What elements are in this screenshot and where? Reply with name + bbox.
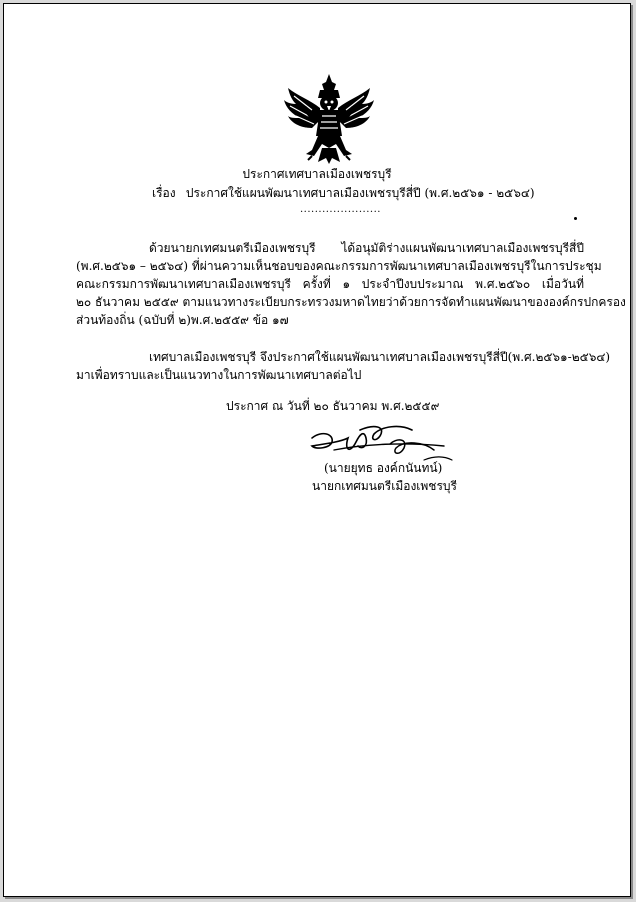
title-separator: ...................... [300,204,381,215]
announcement-date: ประกาศ ณ วันที่ ๒๐ ธันวาคม พ.ศ.๒๕๕๙ [226,399,440,413]
signer-position: นายกเทศมนตรีเมืองเพชรบุรี [312,479,457,493]
garuda-emblem-icon [282,70,376,166]
announcement-title: ประกาศเทศบาลเมืองเพชรบุรี [242,167,392,181]
paragraph-2-line: เทศบาลเมืองเพชรบุรี จึงประกาศใช้แผนพัฒนาเทศบาลเมืองเพชรบุรีสี่ปี(พ.ศ.๒๕๖๑-๒๕๖๔) [149,350,611,364]
paragraph-1-line: ๒๐ ธันวาคม ๒๕๕๙ ตามแนวทางระเบียบกระทรวงมหาดไทยว่าด้วยการจัดทำแผนพัฒนาขององค์กรปกครอง [76,295,626,309]
paragraph-1-line: ส่วนท้องถิ่น (ฉบับที่ ๒)พ.ศ.๒๕๕๙ ข้อ ๑๗ [76,313,289,327]
scan-speck [574,217,577,220]
subject-line [152,184,535,203]
paragraph-2-line: มาเพื่อทราบและเป็นแนวทางในการพัฒนาเทศบาลต่อไป [76,368,362,382]
subject-label: เรื่อง [152,186,176,200]
paragraph-1-line: ด้วยนายกเทศมนตรีเมืองเพชรบุรี ได้อนุมัติร่างแผนพัฒนาเทศบาลเมืองเพชรบุรีสี่ปี [149,241,584,255]
signer-name: (นายยุทธ องค์กนันทน์) [324,461,443,475]
paragraph-2 [76,348,611,384]
paragraph-1 [76,239,626,329]
document-page [3,3,631,897]
paragraph-1-line: คณะกรรมการพัฒนาเทศบาลเมืองเพชรบุรี ครั้งที่ ๑ ประจำปีงบประมาณ พ.ศ.๒๕๖๐ เมื่อวันที่ [76,277,584,291]
paragraph-1-line: (พ.ศ.๒๕๖๑ – ๒๕๖๔) ที่ผ่านความเห็นชอบของคณะกรรมการพัฒนาเทศบาลเมืองเพชรบุรีในการประชุม [76,259,602,273]
subject-text: ประกาศใช้แผนพัฒนาเทศบาลเมืองเพชรบุรีสี่ปี (พ.ศ.๒๕๖๑ - ๒๕๖๔) [185,186,535,200]
